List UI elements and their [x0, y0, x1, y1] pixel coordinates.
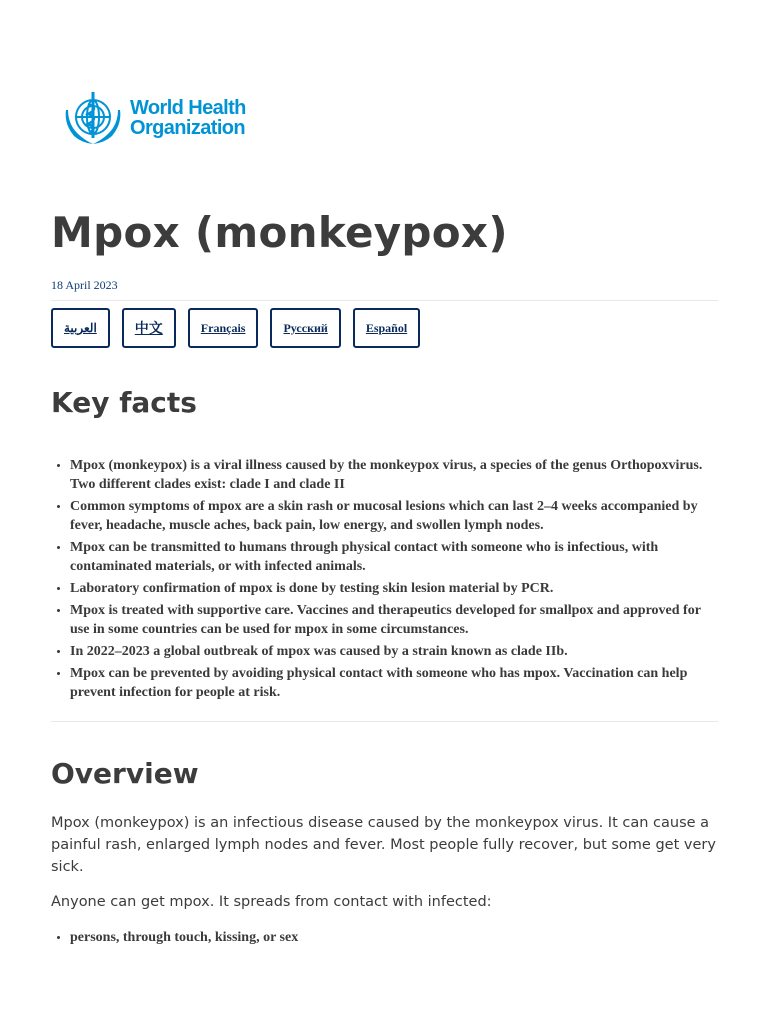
- language-link-chinese[interactable]: 中文: [122, 308, 176, 348]
- publish-date: 18 April 2023: [51, 278, 118, 292]
- who-emblem-icon: [60, 90, 126, 146]
- list-item: • Mpox is treated with supportive care. Vaccines and therapeutics developed for smallpox and approved for use in some countries can be used for mpox in some circumstances.: [70, 601, 718, 639]
- page-title: Mpox (monkeypox): [51, 208, 508, 257]
- language-link-spanish[interactable]: Español: [353, 308, 420, 348]
- divider: [51, 300, 718, 301]
- who-logo[interactable]: [60, 90, 246, 146]
- key-facts-heading: Key facts: [51, 386, 197, 419]
- list-item: • Mpox can be prevented by avoiding physical contact with someone who has mpox. Vaccination can help prevent infection for people at risk.: [70, 664, 718, 702]
- list-item: • Mpox can be transmitted to humans through physical contact with someone who is infectious, with contaminated materials, or with infected animals.: [70, 538, 718, 576]
- overview-paragraph: Mpox (monkeypox) is an infectious disease caused by the monkeypox virus. It can cause a painful rash, enlarged lymph nodes and fever. Most people fully recover, but some get very sick.: [51, 815, 716, 875]
- list-item: • In 2022–2023 a global outbreak of mpox was caused by a strain known as clade IIb.: [70, 642, 718, 661]
- list-item: • Mpox (monkeypox) is a viral illness caused by the monkeypox virus, a species of the genus Orthopoxvirus. Two different clades exist: clade I and clade II: [70, 456, 718, 494]
- language-link-french[interactable]: Français: [188, 308, 259, 348]
- divider: [51, 721, 718, 722]
- list-item: • Common symptoms of mpox are a skin rash or mucosal lesions which can last 2–4 weeks accompanied by fever, headache, muscle aches, back pain, low energy, and swollen lymph nodes.: [70, 497, 718, 535]
- who-logo-text: [130, 98, 246, 138]
- language-link-russian[interactable]: Русский: [270, 308, 340, 348]
- list-item: • Laboratory confirmation of mpox is done by testing skin lesion material by PCR.: [70, 579, 718, 598]
- list-item: • persons, through touch, kissing, or sex: [70, 928, 298, 947]
- overview-heading: Overview: [51, 757, 199, 790]
- language-selector: [51, 308, 420, 348]
- overview-paragraph: Anyone can get mpox. It spreads from contact with infected:: [51, 894, 492, 910]
- spread-list: [51, 928, 298, 947]
- logo-line1: World Health: [130, 97, 246, 119]
- key-facts-list: [51, 456, 718, 705]
- language-link-arabic[interactable]: العربية: [51, 308, 110, 348]
- logo-line2: Organization: [130, 117, 246, 139]
